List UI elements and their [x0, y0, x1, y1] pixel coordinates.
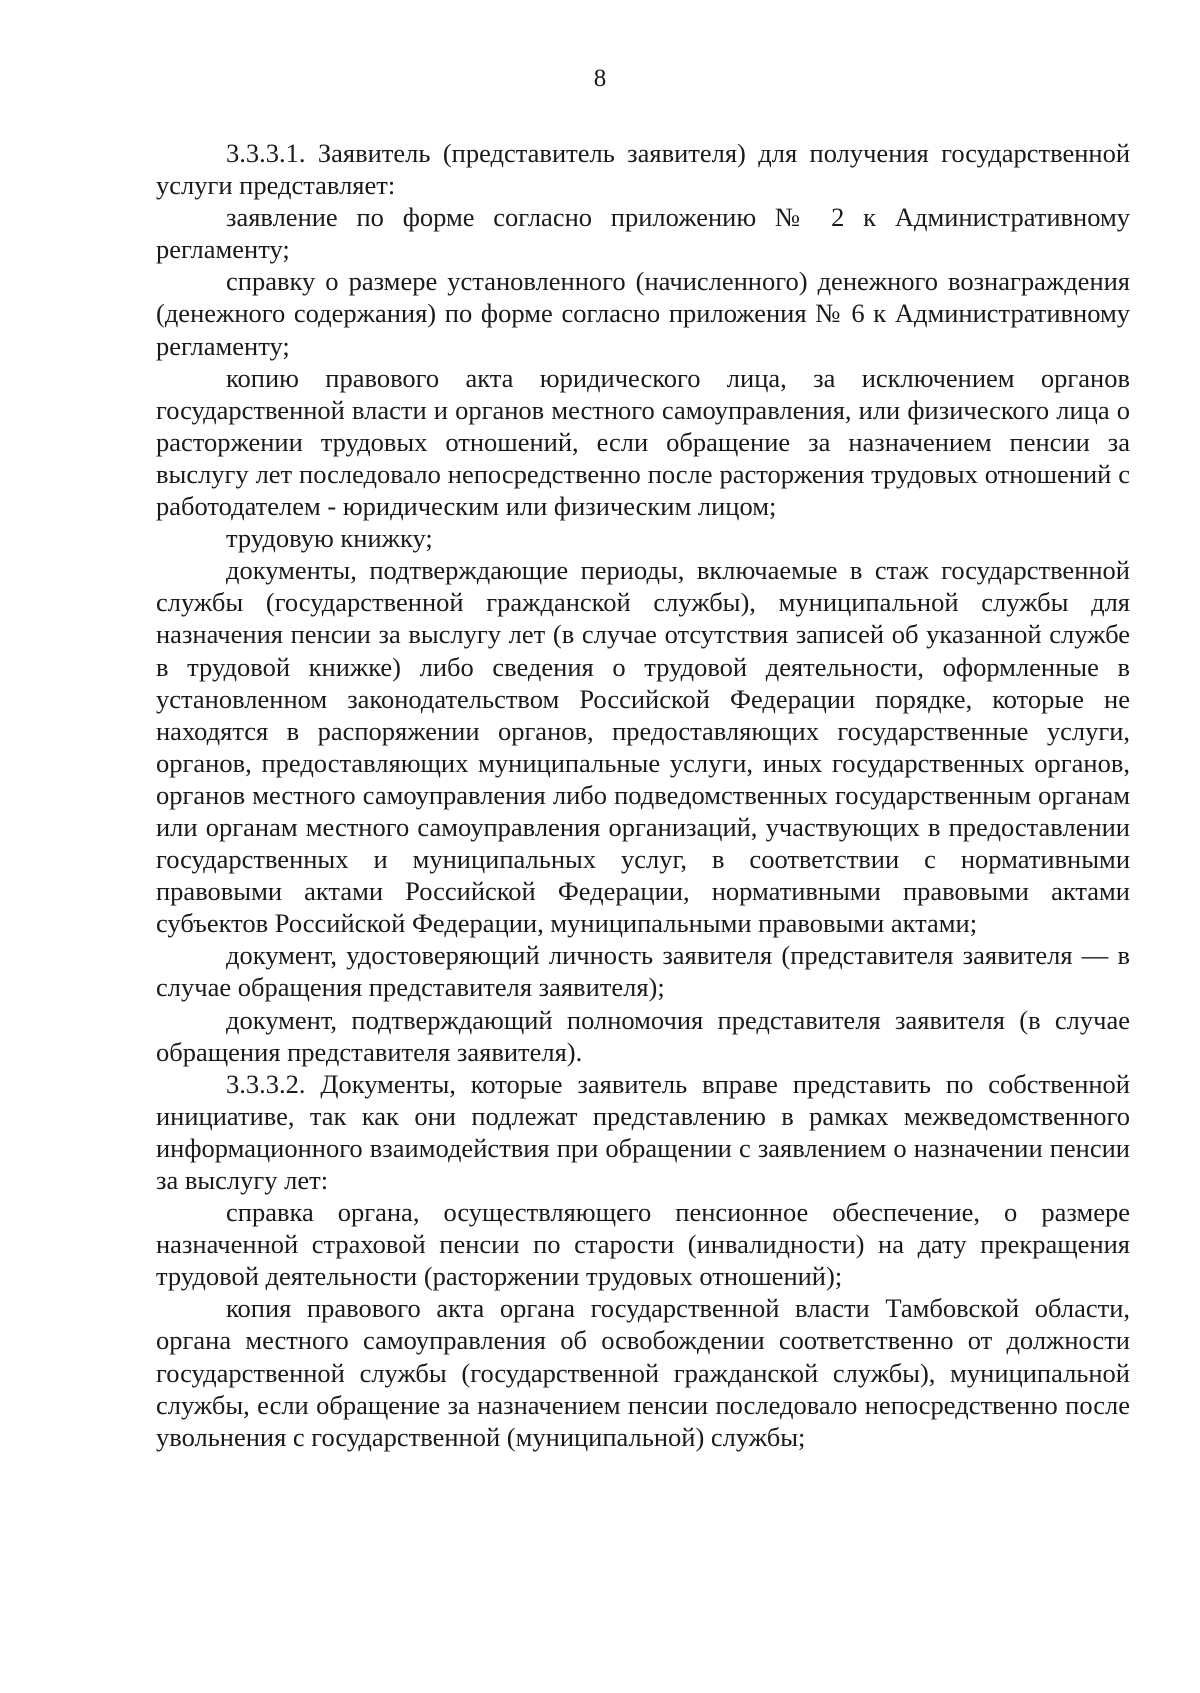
- paragraph-authority-document: документ, подтверждающий полномочия представителя заявителя (в случае обращения представителя заявителя).: [156, 1004, 1130, 1067]
- paragraph-legal-act-copy: копию правового акта юридического лица, за исключением органов государственной власти и органов местного самоуправления, или физического лица о расторжении трудовых отношений, если обращение за назначением пенсии за выслугу лет последовало непосредственно после расторжения трудовых отношений с работодателем - юридическим или физическим лицом;: [156, 362, 1130, 522]
- document-body: [156, 137, 1130, 1453]
- paragraph-dismissal-act-copy: копия правового акта органа государственной власти Тамбовской области, органа местного самоуправления об освобождении соответственно от должности государственной службы (государственной гражданской службы), муниципальной службы, если обращение за назначением пенсии последовало непосредственно после увольнения с государственной (муниципальной) службы;: [156, 1293, 1130, 1452]
- page-number: 8: [593, 65, 607, 92]
- paragraph-work-book: трудовую книжку;: [226, 523, 433, 554]
- paragraph-3-3-3-1: 3.3.3.1. Заявитель (представитель заявителя) для получения государственной услуги представляет:: [156, 138, 1130, 201]
- paragraph-application: заявление по форме согласно приложению № 2 к Административному регламенту;: [156, 202, 1130, 265]
- paragraph-salary-certificate: справку о размере установленного (начисленного) денежного вознаграждения (денежного содержания) по форме согласно приложения № 6 к Административному регламенту;: [156, 266, 1130, 361]
- paragraph-identity-document: документ, удостоверяющий личность заявителя (представителя заявителя — в случае обращения представителя заявителя);: [156, 940, 1130, 1003]
- paragraph-service-documents: документы, подтверждающие периоды, включаемые в стаж государственной службы (государственной гражданской службы), муниципальной службы для назначения пенсии за выслугу лет (в случае отсутствия записей об указанной службе в трудовой книжке) либо сведения о трудовой деятельности, оформленные в установленном законодательством Российской Федерации порядке, которые не находятся в распоряжении органов, предоставляющих государственные услуги, органов, предоставляющих муниципальные услуги, иных государственных органов, органов местного самоуправления либо подведомственных государственным органам или органам местного самоуправления организаций, участвующих в предоставлении государственных и муниципальных услуг, в соответствии с нормативными правовыми актами Российской Федерации, нормативными правовыми актами субъектов Российской Федерации, муниципальными правовыми актами;: [156, 555, 1130, 939]
- paragraph-3-3-3-2: 3.3.3.2. Документы, которые заявитель вправе представить по собственной инициативе, так как они подлежат представлению в рамках межведомственного информационного взаимодействия при обращении с заявлением о назначении пенсии за выслугу лет:: [156, 1068, 1130, 1195]
- paragraph-pension-certificate: справка органа, осуществляющего пенсионное обеспечение, о размере назначенной страховой пенсии по старости (инвалидности) на дату прекращения трудовой деятельности (расторжении трудовых отношений);: [156, 1197, 1130, 1292]
